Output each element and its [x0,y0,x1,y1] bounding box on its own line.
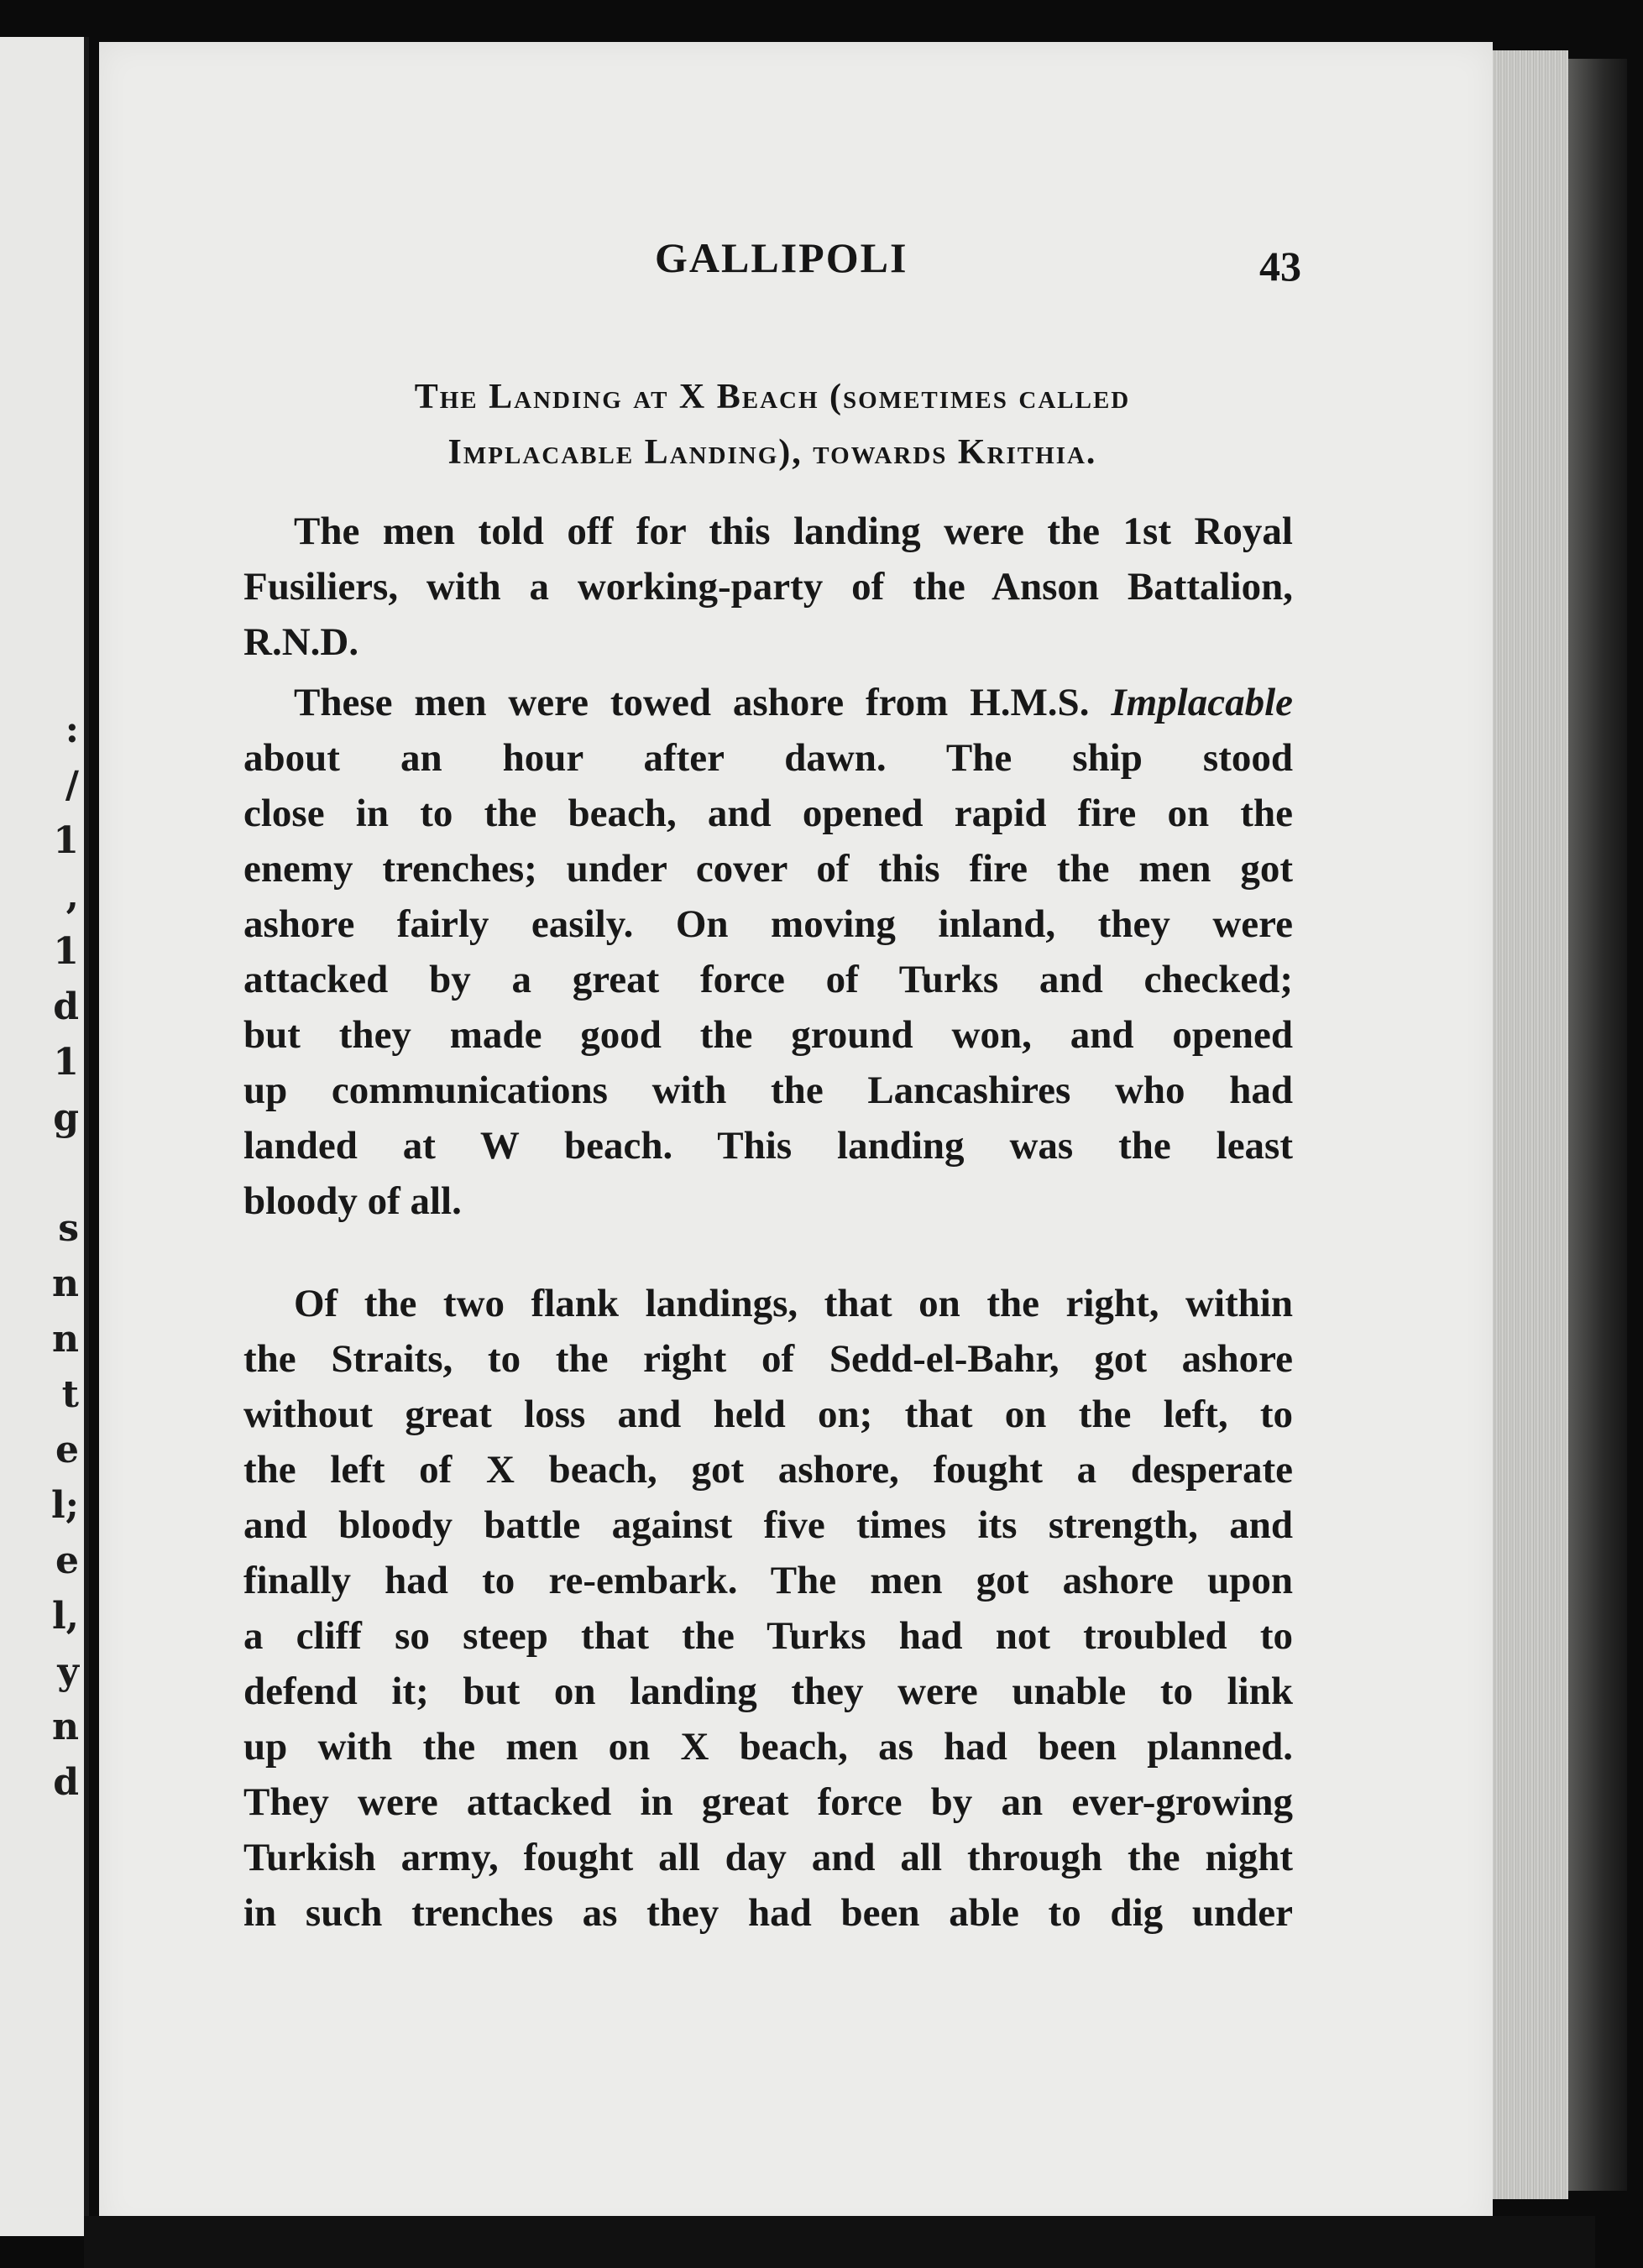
left-page-fragment: n [52,1318,79,1361]
text-line: up communications with the Lancashires who had [243,1069,1293,1112]
bottom-shadow [84,2216,1595,2268]
text-line: about an hour after dawn. The ship stood [243,736,1293,780]
text-line: The men told off for this landing were the 1st Royal [294,510,1293,553]
text-line: They were attacked in great force by an ever-growing [243,1780,1293,1824]
text-line: R.N.D. [243,620,359,664]
paragraph-1 [243,504,1293,670]
left-page-fragment: n [52,1262,79,1305]
paragraph-2 [243,675,1293,1229]
left-page-fragment: s [58,1207,79,1250]
section-heading-line-1: The Landing at X Beach (sometimes called [414,378,1131,416]
text-line: Of the two flank landings, that on the right, within [294,1282,1293,1325]
paragraph-3 [243,1276,1293,1941]
text-line: close in to the beach, and opened rapid fire on the [243,792,1293,835]
text-line: landed at W beach. This landing was the least [243,1124,1293,1168]
text-line: and bloody battle against five times its strength, and [243,1503,1293,1547]
text-line: the Straits, to the right of Sedd-el-Bahr, got ashore [243,1337,1293,1381]
body-text [243,504,1293,1941]
left-page-fragment: y [57,1650,79,1693]
left-page-text-fragments [0,37,84,2236]
text-line: the left of X beach, got ashore, fought a desperate [243,1448,1293,1492]
text-line: Turkish army, fought all day and all through the night [243,1836,1293,1879]
section-heading [235,369,1310,480]
left-page-fragment: t [61,1373,79,1416]
text-line: ashore fairly easily. On moving inland, they were [243,902,1293,946]
left-page-margin [0,37,89,2236]
page-number: 43 [1259,243,1301,290]
left-page-fragment: : [65,708,79,751]
left-page-fragment: / [65,764,79,807]
left-page-fragment: 1 [53,930,79,973]
text-line: a cliff so steep that the Turks had not troubled to [243,1614,1293,1658]
text-line: without great loss and held on; that on the left, to [243,1393,1293,1436]
left-page-fragment: d [53,1761,79,1804]
left-page-fragment: e [55,1539,79,1582]
left-page-fragment: , [65,875,79,917]
text-line: in such trenches as they had been able to dig under [243,1891,1293,1935]
text-line [243,675,1293,730]
text-line: attacked by a great force of Turks and checked; [243,958,1293,1001]
text-line: defend it; but on landing they were unable to link [243,1670,1293,1713]
text-line: Fusiliers, with a working-party of the Anson Battalion, [243,565,1293,609]
left-page-fragment [0,1152,84,1207]
page-edges [1493,50,1568,2199]
text-line: enemy trenches; under cover of this fire the men got [243,847,1293,891]
book-cover-edge [1568,59,1627,2191]
running-head: GALLIPOLI [655,234,908,281]
text-line: bloody of all. [243,1179,462,1223]
left-page-fragment: d [53,985,79,1028]
left-page-fragment: n [52,1706,79,1748]
left-page-fragment: l; [51,1484,79,1527]
left-page-fragment: l, [51,1595,79,1638]
left-page-fragment: e [55,1429,79,1471]
text-line: up with the men on X beach, as had been planned. [243,1725,1293,1769]
left-page-fragment: 1 [53,1041,79,1084]
section-heading-line-2: Implacable Landing), towards Krithia. [447,433,1097,472]
left-page-fragment: g [53,1096,79,1139]
ship-name-italic: Implacable [1111,681,1293,724]
text-line: finally had to re-embark. The men got ashore upon [243,1559,1293,1602]
left-page-fragment: 1 [53,819,79,862]
text-run: These men were towed ashore from H.M.S. [294,681,1090,724]
text-line: but they made good the ground won, and opened [243,1013,1293,1057]
